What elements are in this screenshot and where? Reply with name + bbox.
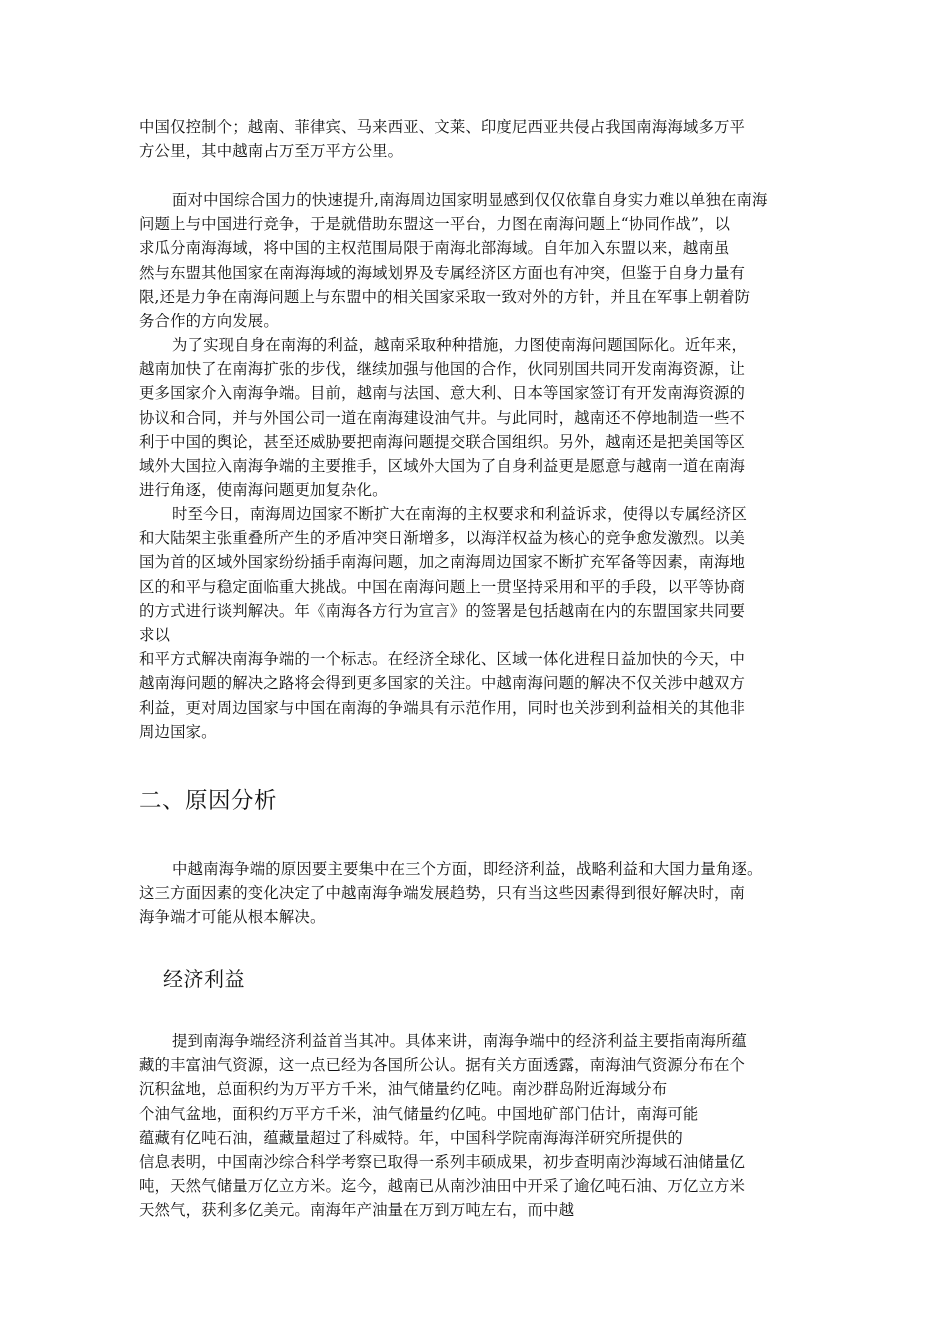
text-line: 海争端才可能从根本解决。: [139, 908, 326, 927]
text-line: 利益，更对周边国家与中国在南海的争端具有示范作用，同时也关涉到利益相关的其他非: [139, 698, 746, 717]
paragraph-causes: [139, 857, 829, 930]
text-line: 吨，天然气储量万亿立方米。迄今，越南已从南沙油田中开采了逾亿吨石油、万亿立方米: [139, 1177, 746, 1196]
section-heading: 二、原因分析: [139, 788, 278, 814]
text-line: 越南海问题的解决之路将会得到更多国家的关注。中越南海问题的解决不仅关涉中越双方: [139, 674, 746, 693]
text-line: 信息表明，中国南沙综合科学考察已取得一系列丰硕成果，初步查明南沙海域石油储量亿: [139, 1152, 746, 1171]
text-line: 限,还是力争在南海问题上与东盟中的相关国家采取一致对外的方针，并且在军事上朝着防: [139, 287, 751, 306]
text-line: 面对中国综合国力的快速提升,南海周边国家明显感到仅仅依靠自身实力难以单独在南海: [172, 191, 768, 209]
text-line: 个油气盆地，面积约万平方千米，油气储量约亿吨。中国地矿部门估计，南海可能: [139, 1104, 699, 1123]
text-line: 和平方式解决南海争端的一个标志。在经济全球化、区域一体化进程日益加快的今天，中: [139, 650, 746, 669]
text-line: 区的和平与稳定面临重大挑战。中国在南海问题上一贯坚持采用和平的手段，以平等协商: [139, 577, 746, 596]
text-line: 利于中国的舆论，甚至还威胁要把南海问题提交联合国组织。另外，越南还是把美国等区: [139, 432, 746, 451]
text-line: 沉积盆地，总面积约为万平方千米，油气储量约亿吨。南沙群岛附近海域分布: [139, 1080, 668, 1099]
text-line: 提到南海争端经济利益首当其冲。具体来讲，南海争端中的经济利益主要指南海所蕴: [172, 1032, 748, 1050]
text-line: 务合作的方向发展。: [139, 311, 279, 330]
paragraph-asean: [139, 188, 829, 333]
text-line: 中国仅控制个；越南、菲律宾、马来西亚、文莱、印度尼西亚共侵占我国南海海域多万平: [139, 118, 746, 136]
paragraph-vietnam: [139, 333, 829, 502]
text-line: 藏的丰富油气资源，这一点已经为各国所公认。据有关方面透露，南海油气资源分布在个: [139, 1056, 746, 1075]
text-line: 中越南海争端的原因要主要集中在三个方面，即经济利益，战略利益和大国力量角逐。: [172, 860, 763, 878]
text-line: 这三方面因素的变化决定了中越南海争端发展趋势，只有当这些因素得到很好解决时，南: [139, 884, 746, 903]
text-line: 进行角逐，使南海问题更加复杂化。: [139, 481, 388, 500]
subsection-heading: 经济利益: [163, 967, 245, 991]
text-line: 的方式进行谈判解决。年《南海各方行为宣言》的签署是包括越南在内的东盟国家共同要: [139, 601, 746, 620]
text-line: 周边国家。: [139, 722, 217, 741]
text-line: 天然气，获利多亿美元。南海年产油量在万到万吨左右，而中越: [139, 1201, 575, 1220]
text-line: 越南加快了在南海扩张的步伐，继续加强与他国的合作，伙同别国共同开发南海资源，让: [139, 360, 746, 379]
text-line: 然与东盟其他国家在南海海域的海域划界及专属经济区方面也有冲突，但鉴于自身力量有: [139, 263, 746, 282]
text-line: 蕴藏有亿吨石油，蕴藏量超过了科威特。年，中国科学院南海海洋研究所提供的: [139, 1128, 683, 1147]
text-line: 协议和合同，并与外国公司一道在南海建设油气井。与此同时，越南还不停地制造一些不: [139, 408, 746, 427]
text-line: 域外大国拉入南海争端的主要推手，区域外大国为了自身利益更是愿意与越南一道在南海: [139, 456, 746, 475]
paragraph-economy: [139, 1029, 829, 1223]
text-line: 求以: [139, 625, 171, 644]
text-line: 方公里，其中越南占万至万平方公里。: [139, 142, 404, 161]
text-line: 和大陆架主张重叠所产生的矛盾冲突日渐增多，以海洋权益为核心的竞争愈发激烈。以美: [139, 529, 746, 548]
text-line: 时至今日，南海周边国家不断扩大在南海的主权要求和利益诉求，使得以专属经济区: [172, 505, 748, 523]
text-line: 国为首的区域外国家纷纷插手南海问题，加之南海周边国家不断扩充军备等因素，南海地: [139, 553, 746, 572]
text-line: 为了实现自身在南海的利益，越南采取种种措施，力图使南海问题国际化。近年来，: [172, 336, 748, 354]
text-line: 问题上与中国进行竞争，于是就借助东盟这一平台，力图在南海问题上“协同作战”，以: [139, 215, 731, 234]
paragraph-intro-tail: [139, 115, 829, 163]
paragraph-today: [139, 502, 829, 744]
text-line: 求瓜分南海海域，将中国的主权范围局限于南海北部海域。自年加入东盟以来，越南虽: [139, 239, 730, 258]
text-line: 更多国家介入南海争端。目前，越南与法国、意大利、日本等国家签订有开发南海资源的: [139, 384, 746, 403]
